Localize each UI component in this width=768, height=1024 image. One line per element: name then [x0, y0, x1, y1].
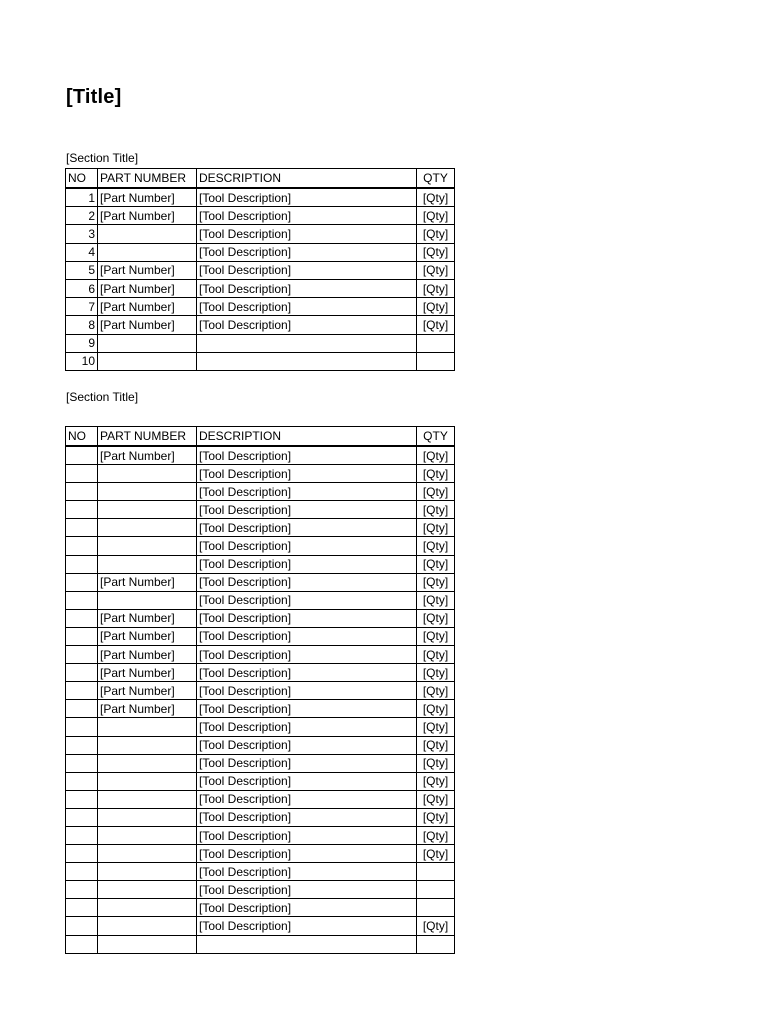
table-row — [66, 845, 455, 863]
row-no-cell — [66, 826, 98, 844]
table-row — [66, 772, 455, 790]
row-part-number-cell — [98, 465, 197, 483]
row-no-cell — [66, 555, 98, 573]
row-qty-cell: [Qty] — [417, 609, 455, 627]
row-description-cell: [Tool Description] — [197, 243, 417, 261]
row-no-cell: 10 — [66, 352, 98, 370]
row-qty-cell: [Qty] — [417, 465, 455, 483]
table-header-row — [66, 169, 455, 189]
table-row — [66, 664, 455, 682]
row-description-cell: [Tool Description] — [197, 261, 417, 279]
row-description-cell: [Tool Description] — [197, 772, 417, 790]
row-part-number-cell — [98, 483, 197, 501]
row-part-number-cell: [Part Number] — [98, 261, 197, 279]
row-part-number-cell — [98, 899, 197, 917]
row-part-number-cell — [98, 591, 197, 609]
row-description-cell: [Tool Description] — [197, 790, 417, 808]
table-row — [66, 790, 455, 808]
table-row — [66, 754, 455, 772]
row-qty-cell: [Qty] — [417, 826, 455, 844]
row-part-number-cell — [98, 826, 197, 844]
row-part-number-cell — [98, 352, 197, 370]
header-qty: QTY — [417, 427, 455, 447]
row-description-cell: [Tool Description] — [197, 298, 417, 316]
table-row — [66, 334, 455, 352]
row-part-number-cell: [Part Number] — [98, 573, 197, 591]
row-qty-cell — [417, 334, 455, 352]
row-description-cell: [Tool Description] — [197, 555, 417, 573]
row-qty-cell: [Qty] — [417, 279, 455, 297]
row-part-number-cell — [98, 243, 197, 261]
table-row — [66, 808, 455, 826]
header-part-number: PART NUMBER — [98, 169, 197, 189]
row-part-number-cell — [98, 808, 197, 826]
row-part-number-cell — [98, 881, 197, 899]
row-qty-cell: [Qty] — [417, 225, 455, 243]
table-row — [66, 261, 455, 279]
row-part-number-cell: [Part Number] — [98, 682, 197, 700]
row-part-number-cell — [98, 736, 197, 754]
row-no-cell — [66, 736, 98, 754]
table-row — [66, 917, 455, 935]
row-qty-cell: [Qty] — [417, 519, 455, 537]
table-row — [66, 279, 455, 297]
table-row — [66, 935, 455, 953]
row-part-number-cell: [Part Number] — [98, 700, 197, 718]
table-row — [66, 826, 455, 844]
row-part-number-cell — [98, 519, 197, 537]
row-no-cell: 3 — [66, 225, 98, 243]
row-no-cell — [66, 501, 98, 519]
header-no: NO — [66, 169, 98, 189]
row-description-cell — [197, 334, 417, 352]
row-no-cell — [66, 935, 98, 953]
table-row — [66, 316, 455, 334]
row-no-cell — [66, 845, 98, 863]
disassembly-tools-table — [65, 168, 455, 371]
row-part-number-cell: [Part Number] — [98, 279, 197, 297]
row-part-number-cell — [98, 555, 197, 573]
page-title: [Title] — [66, 86, 122, 108]
table-header-row — [66, 427, 455, 447]
row-description-cell: [Tool Description] — [197, 826, 417, 844]
row-description-cell: [Tool Description] — [197, 279, 417, 297]
row-qty-cell: [Qty] — [417, 682, 455, 700]
table-row — [66, 352, 455, 370]
table-row — [66, 863, 455, 881]
row-part-number-cell: [Part Number] — [98, 627, 197, 645]
row-qty-cell — [417, 899, 455, 917]
row-qty-cell: [Qty] — [417, 573, 455, 591]
row-description-cell: [Tool Description] — [197, 754, 417, 772]
row-description-cell: [Tool Description] — [197, 537, 417, 555]
row-description-cell: [Tool Description] — [197, 718, 417, 736]
row-qty-cell — [417, 881, 455, 899]
row-part-number-cell — [98, 334, 197, 352]
row-qty-cell: [Qty] — [417, 537, 455, 555]
row-qty-cell: [Qty] — [417, 483, 455, 501]
row-description-cell: [Tool Description] — [197, 591, 417, 609]
table-row — [66, 573, 455, 591]
row-no-cell: 4 — [66, 243, 98, 261]
row-no-cell — [66, 483, 98, 501]
row-description-cell: [Tool Description] — [197, 664, 417, 682]
row-description-cell: [Tool Description] — [197, 845, 417, 863]
table-row — [66, 225, 455, 243]
row-no-cell — [66, 700, 98, 718]
table-row — [66, 682, 455, 700]
table-row — [66, 298, 455, 316]
row-description-cell: [Tool Description] — [197, 225, 417, 243]
row-part-number-cell: [Part Number] — [98, 188, 197, 207]
row-qty-cell — [417, 863, 455, 881]
row-qty-cell: [Qty] — [417, 188, 455, 207]
row-description-cell: [Tool Description] — [197, 446, 417, 465]
row-part-number-cell: [Part Number] — [98, 446, 197, 465]
row-part-number-cell — [98, 935, 197, 953]
row-description-cell: [Tool Description] — [197, 682, 417, 700]
row-no-cell — [66, 754, 98, 772]
row-part-number-cell: [Part Number] — [98, 316, 197, 334]
row-part-number-cell: [Part Number] — [98, 664, 197, 682]
measurement-tools-table — [65, 426, 455, 954]
table-row — [66, 501, 455, 519]
row-part-number-cell — [98, 790, 197, 808]
row-no-cell — [66, 899, 98, 917]
header-description: DESCRIPTION — [197, 169, 417, 189]
row-no-cell: 5 — [66, 261, 98, 279]
row-no-cell — [66, 863, 98, 881]
row-description-cell: [Tool Description] — [197, 188, 417, 207]
row-qty-cell: [Qty] — [417, 501, 455, 519]
table-row — [66, 483, 455, 501]
row-description-cell: [Tool Description] — [197, 465, 417, 483]
row-no-cell — [66, 664, 98, 682]
row-description-cell — [197, 352, 417, 370]
row-qty-cell: [Qty] — [417, 664, 455, 682]
row-qty-cell — [417, 352, 455, 370]
row-qty-cell: [Qty] — [417, 718, 455, 736]
row-description-cell: [Tool Description] — [197, 627, 417, 645]
row-no-cell — [66, 808, 98, 826]
row-no-cell — [66, 537, 98, 555]
row-no-cell — [66, 682, 98, 700]
row-no-cell — [66, 772, 98, 790]
header-description: DESCRIPTION — [197, 427, 417, 447]
row-no-cell — [66, 446, 98, 465]
row-no-cell — [66, 465, 98, 483]
table-row — [66, 627, 455, 645]
row-qty-cell: [Qty] — [417, 700, 455, 718]
row-qty-cell: [Qty] — [417, 627, 455, 645]
row-no-cell: 7 — [66, 298, 98, 316]
table-row — [66, 188, 455, 207]
table-row — [66, 519, 455, 537]
row-no-cell: 2 — [66, 207, 98, 225]
row-qty-cell: [Qty] — [417, 316, 455, 334]
row-qty-cell: [Qty] — [417, 917, 455, 935]
table-row — [66, 243, 455, 261]
row-part-number-cell — [98, 718, 197, 736]
table-row — [66, 881, 455, 899]
row-qty-cell: [Qty] — [417, 298, 455, 316]
row-qty-cell: [Qty] — [417, 555, 455, 573]
row-no-cell — [66, 790, 98, 808]
row-qty-cell: [Qty] — [417, 243, 455, 261]
row-no-cell: 9 — [66, 334, 98, 352]
row-no-cell — [66, 609, 98, 627]
row-qty-cell: [Qty] — [417, 736, 455, 754]
row-qty-cell: [Qty] — [417, 808, 455, 826]
row-description-cell: [Tool Description] — [197, 899, 417, 917]
row-no-cell — [66, 718, 98, 736]
row-part-number-cell: [Part Number] — [98, 298, 197, 316]
row-no-cell — [66, 881, 98, 899]
row-no-cell: 1 — [66, 188, 98, 207]
section-title-measurement: [Section Title] — [66, 390, 139, 404]
row-part-number-cell: [Part Number] — [98, 646, 197, 664]
table-row — [66, 537, 455, 555]
table-row — [66, 718, 455, 736]
table-row — [66, 646, 455, 664]
row-description-cell: [Tool Description] — [197, 501, 417, 519]
row-part-number-cell — [98, 501, 197, 519]
row-qty-cell: [Qty] — [417, 754, 455, 772]
table-row — [66, 207, 455, 225]
row-qty-cell: [Qty] — [417, 790, 455, 808]
row-description-cell: [Tool Description] — [197, 316, 417, 334]
row-description-cell: [Tool Description] — [197, 808, 417, 826]
table-row — [66, 555, 455, 573]
row-part-number-cell — [98, 754, 197, 772]
row-part-number-cell: [Part Number] — [98, 207, 197, 225]
table-row — [66, 465, 455, 483]
row-description-cell: [Tool Description] — [197, 917, 417, 935]
header-qty: QTY — [417, 169, 455, 189]
row-description-cell: [Tool Description] — [197, 483, 417, 501]
table-row — [66, 446, 455, 465]
table-row — [66, 700, 455, 718]
row-qty-cell: [Qty] — [417, 261, 455, 279]
row-qty-cell: [Qty] — [417, 446, 455, 465]
header-part-number: PART NUMBER — [98, 427, 197, 447]
row-qty-cell: [Qty] — [417, 772, 455, 790]
row-part-number-cell — [98, 225, 197, 243]
row-no-cell — [66, 646, 98, 664]
table-row — [66, 609, 455, 627]
table-row — [66, 591, 455, 609]
header-no: NO — [66, 427, 98, 447]
row-qty-cell: [Qty] — [417, 845, 455, 863]
row-description-cell — [197, 935, 417, 953]
row-description-cell: [Tool Description] — [197, 646, 417, 664]
row-no-cell — [66, 573, 98, 591]
row-part-number-cell — [98, 845, 197, 863]
table-row — [66, 899, 455, 917]
row-qty-cell: [Qty] — [417, 646, 455, 664]
row-description-cell: [Tool Description] — [197, 736, 417, 754]
row-no-cell — [66, 917, 98, 935]
row-no-cell: 6 — [66, 279, 98, 297]
row-description-cell: [Tool Description] — [197, 700, 417, 718]
row-description-cell: [Tool Description] — [197, 863, 417, 881]
row-description-cell: [Tool Description] — [197, 609, 417, 627]
row-no-cell — [66, 591, 98, 609]
table-row — [66, 736, 455, 754]
row-description-cell: [Tool Description] — [197, 881, 417, 899]
row-part-number-cell — [98, 863, 197, 881]
row-qty-cell: [Qty] — [417, 591, 455, 609]
row-description-cell: [Tool Description] — [197, 207, 417, 225]
row-description-cell: [Tool Description] — [197, 573, 417, 591]
row-part-number-cell — [98, 917, 197, 935]
section-title-disassembly: [Section Title] — [66, 151, 139, 165]
row-part-number-cell: [Part Number] — [98, 609, 197, 627]
row-qty-cell — [417, 935, 455, 953]
row-part-number-cell — [98, 537, 197, 555]
row-no-cell — [66, 627, 98, 645]
row-qty-cell: [Qty] — [417, 207, 455, 225]
row-part-number-cell — [98, 772, 197, 790]
row-no-cell: 8 — [66, 316, 98, 334]
row-description-cell: [Tool Description] — [197, 519, 417, 537]
row-no-cell — [66, 519, 98, 537]
